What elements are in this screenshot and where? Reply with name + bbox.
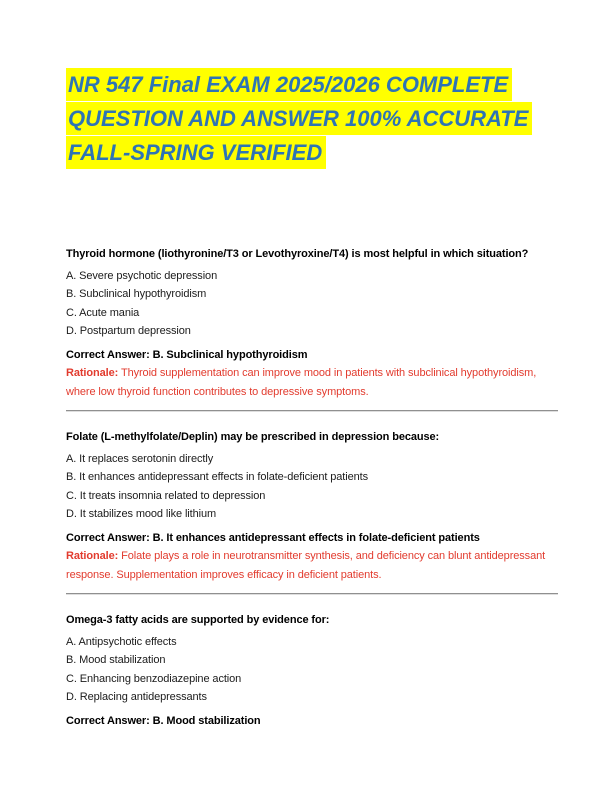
option-a: A. Severe psychotic depression (66, 269, 218, 282)
option-d: D. Postpartum depression (66, 325, 191, 337)
answer-group (66, 712, 558, 731)
option-c: C. Acute mania (66, 306, 140, 319)
question-block-3 (66, 611, 558, 730)
rationale-label: Rationale: (66, 550, 119, 562)
option-a: A. Antipsychotic effects (66, 635, 177, 648)
option-b: B. Mood stabilization (66, 654, 166, 666)
option-a: A. It replaces serotonin directly (66, 452, 214, 465)
title-line-3-text: FALL-SPRING VERIFIED (66, 136, 326, 169)
rationale-text: Thyroid supplementation can improve mood in patients with subclinical hypothyroidism, where low thyroid function contributes to depressive symptoms. (66, 367, 537, 398)
page-content (66, 68, 558, 730)
section-divider (66, 410, 558, 412)
title-line-2-text: QUESTION AND ANSWER 100% ACCURATE (66, 102, 532, 135)
option-d: D. Replacing antidepressants (66, 691, 207, 703)
rationale-text: Folate plays a role in neurotransmitter synthesis, and deficiency can blunt antidepressant response. Supplementation improves efficacy in deficient patients. (66, 550, 546, 581)
correct-answer: Correct Answer: B. Subclinical hypothyroidism (66, 348, 308, 361)
title-line-1-text: NR 547 Final EXAM 2025/2026 COMPLETE (66, 68, 512, 101)
option-c: C. Enhancing benzodiazepine action (66, 672, 242, 685)
option-b: B. Subclinical hypothyroidism (66, 288, 207, 300)
option-c: C. It treats insomnia related to depression (66, 489, 266, 502)
exam-title (66, 68, 558, 169)
question-text: Folate (L-methylfolate/Deplin) may be prescribed in depression because: (66, 431, 440, 443)
answer-group (66, 529, 558, 585)
correct-answer: Correct Answer: B. Mood stabilization (66, 714, 261, 727)
qa-section (66, 245, 558, 730)
title-line-3 (66, 136, 558, 169)
option-b: B. It enhances antidepressant effects in folate-deficient patients (66, 471, 369, 483)
rationale-label: Rationale: (66, 367, 119, 379)
rationale (66, 547, 558, 584)
title-line-2 (66, 102, 558, 135)
section-divider (66, 593, 558, 595)
correct-answer: Correct Answer: B. It enhances antidepressant effects in folate-deficient patients (66, 531, 480, 544)
option-d: D. It stabilizes mood like lithium (66, 508, 217, 520)
question-text: Omega-3 fatty acids are supported by evidence for: (66, 614, 330, 626)
question-block-2 (66, 428, 558, 584)
question-text: Thyroid hormone (liothyronine/T3 or Levothyroxine/T4) is most helpful in which situation? (66, 248, 529, 260)
answer-group (66, 346, 558, 402)
title-line-1 (66, 68, 558, 101)
rationale (66, 364, 558, 401)
question-block-1 (66, 245, 558, 401)
